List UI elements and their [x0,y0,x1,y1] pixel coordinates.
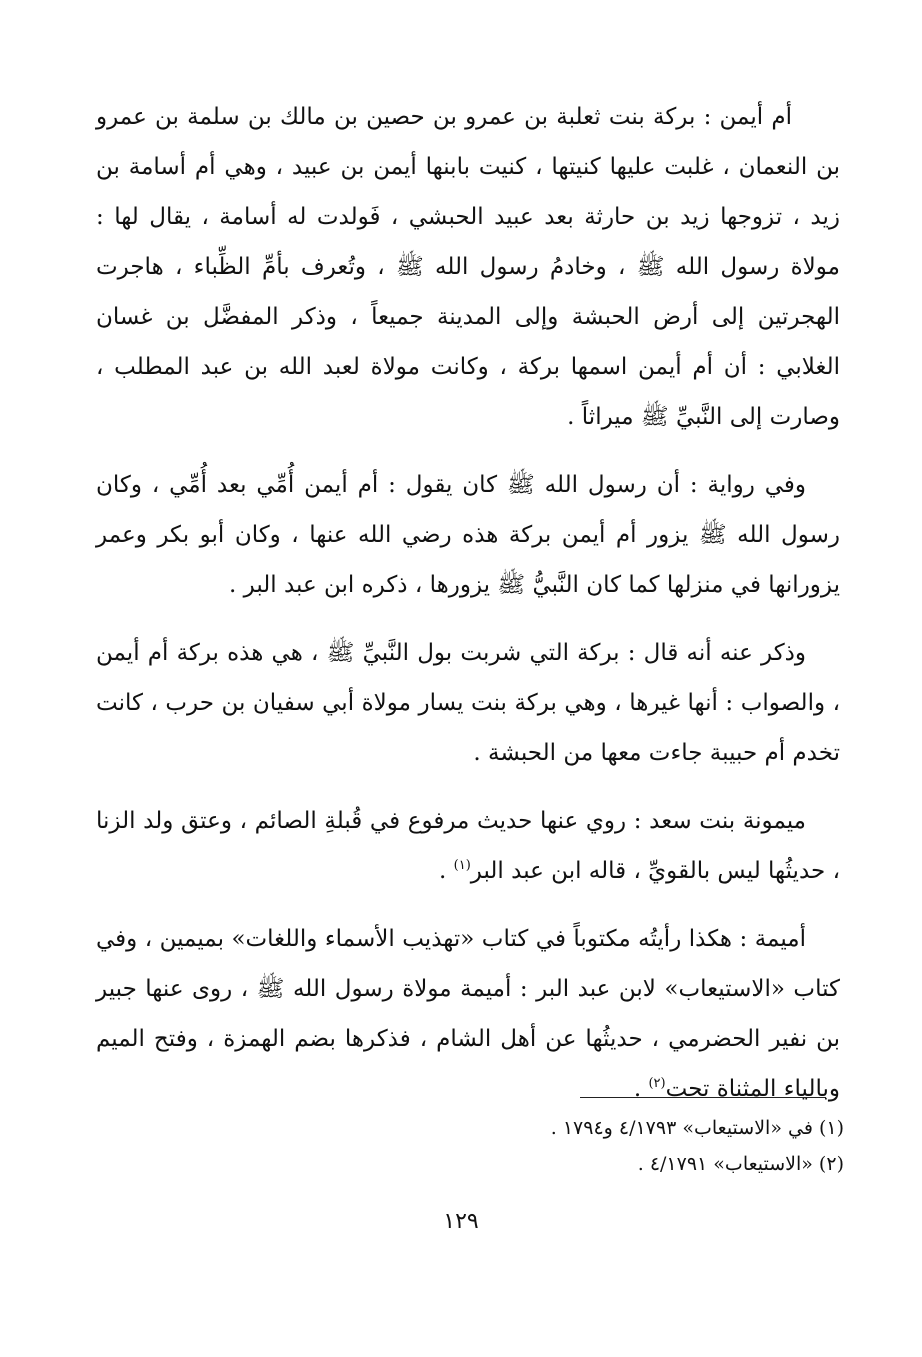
paragraph-umayma [96,914,840,1114]
paragraph-riwaya: وفي رواية : أن رسول الله ﷺ كان يقول : أم أيمن أُمِّي بعد أُمِّي ، وكان رسول الله ﷺ يزور أم أيمن بركة هذه رضي الله عنها ، وكان أبو بكر وعمر يزورانها في منزلها كما كان النَّبيُّ ﷺ يزورها ، ذكره ابن عبد البر . [96,472,840,598]
page-number: ١٢٩ [443,1209,479,1234]
paragraph-umm-ayman: أم أيمن : بركة بنت ثعلبة بن عمرو بن حصين بن مالك بن سلمة بن عمرو بن النعمان ، غلبت عليها كنيتها ، كنيت بابنها أيمن بن عبيد ، وهي أم أسامة بن زيد ، تزوجها زيد بن حارثة بعد عبيد الحبشي ، فَولدت له أسامة ، يقال لها : مولاة رسول الله ﷺ ، وخادمُ رسول الله ﷺ ، وتُعرف بأمِّ الظِّباء ، هاجرت الهجرتين إلى أرض الحبشة وإلى المدينة جميعاً ، وذكر المفضَّل بن غسان الغلابي : أن أم أيمن اسمها بركة ، وكانت مولاة لعبد الله بن عبد المطلب ، وصارت إلى النَّبيِّ ﷺ ميراثاً . [96,104,840,430]
paragraph-maymuna-text: ميمونة بنت سعد : روي عنها حديث مرفوع في قُبلةِ الصائم ، وعتق ولد الزنا ، حديثُها ليس بالقويِّ ، قاله ابن عبد البر [96,808,840,884]
paragraph-maymuna [96,796,840,896]
footnote-2: (٢) «الاستيعاب» ٤/١٧٩١ . [637,1153,844,1175]
paragraph-umayma-text: أميمة : هكذا رأيتُه مكتوباً في كتاب «تهذيب الأسماء واللغات» بميمين ، وفي كتاب «الاستيعاب» لابن عبد البر : أميمة مولاة رسول الله ﷺ ، روى عنها جبير بن نفير الحضرمي ، حديثُها عن أهل الشام ، فذكرها بضم الهمزة ، وفتح الميم وبالياء المثناة تحت [96,926,840,1102]
paragraph-maymuna-end: . [439,858,454,884]
footnote-ref-1[interactable]: (١) [453,858,471,873]
paragraph-baraka: وذكر عنه أنه قال : بركة التي شربت بول النَّبيِّ ﷺ ، هي هذه بركة أم أيمن ، والصواب : أنها غيرها ، وهي بركة بنت يسار مولاة أبي سفيان بن حرب ، كانت تخدم أم حبيبة جاءت معها من الحبشة . [96,640,840,766]
footnote-ref-2[interactable]: (٢) [648,1076,666,1091]
paragraph-umayma-end: . [633,1076,649,1102]
main-text-body [96,92,840,1114]
footnote-1: (١) في «الاستيعاب» ٤/١٧٩٣ و١٧٩٤ . [550,1117,844,1139]
footnote-divider [580,1097,826,1098]
footnotes [244,1110,844,1182]
